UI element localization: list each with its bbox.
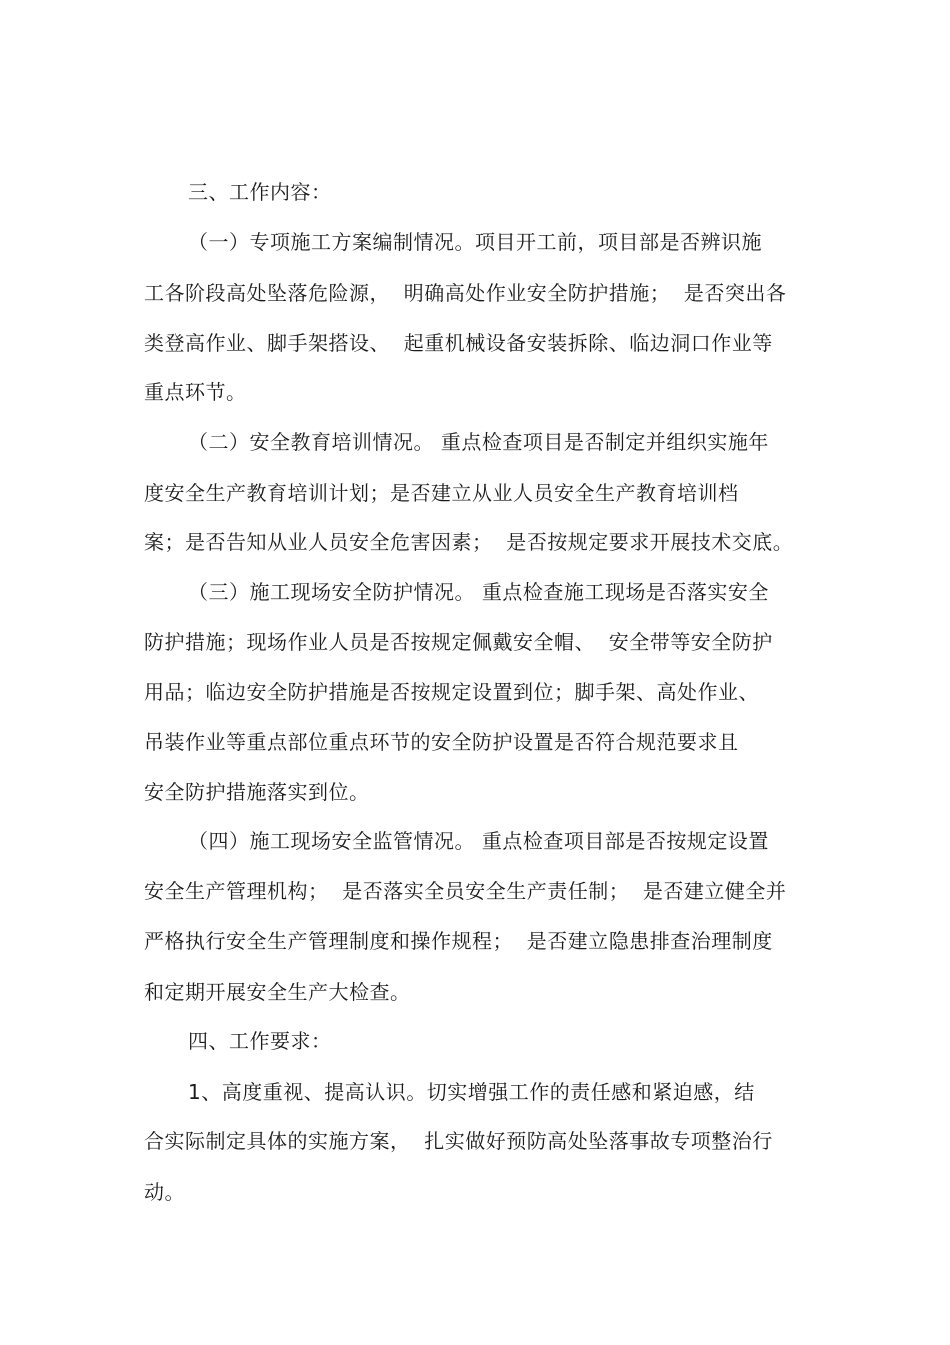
paragraph-line: 案；是否告知从业人员安全危害因素； 是否按规定要求开展技术交底。 — [144, 530, 794, 554]
paragraph-line: 工各阶段高处坠落危险源， 明确高处作业安全防护措施； 是否突出各 — [144, 281, 787, 305]
paragraph-line: 防护措施；现场作业人员是否按规定佩戴安全帽、 安全带等安全防护 — [144, 630, 773, 654]
paragraph-line: （一）专项施工方案编制情况。项目开工前，项目部是否辨识施 — [188, 230, 762, 254]
paragraph-line: 1、高度重视、提高认识。切实增强工作的责任感和紧迫感，结 — [188, 1080, 755, 1104]
paragraph-line: 类登高作业、脚手架搭设、 起重机械设备安装拆除、临边洞口作业等 — [144, 331, 773, 355]
paragraph-line: （四）施工现场安全监管情况。 重点检查项目部是否按规定设置 — [188, 829, 769, 853]
paragraph-line: 度安全生产教育培训计划；是否建立从业人员安全生产教育培训档 — [144, 481, 739, 505]
paragraph-line: 严格执行安全生产管理制度和操作规程； 是否建立隐患排查治理制度 — [144, 929, 773, 953]
paragraph-line: 用品；临边安全防护措施是否按规定设置到位；脚手架、高处作业、 — [144, 680, 759, 704]
paragraph-line: 动。 — [144, 1180, 185, 1204]
paragraph-line: 合实际制定具体的实施方案， 扎实做好预防高处坠落事故专项整治行 — [144, 1129, 773, 1153]
section-heading-work-requirements: 四、工作要求： — [188, 1029, 332, 1053]
paragraph-line: （三）施工现场安全防护情况。 重点检查施工现场是否落实安全 — [188, 580, 769, 604]
paragraph-line: 吊装作业等重点部位重点环节的安全防护设置是否符合规范要求且 — [144, 730, 739, 754]
section-heading-work-content: 三、工作内容： — [188, 180, 332, 204]
paragraph-line: 安全生产管理机构； 是否落实全员安全生产责任制； 是否建立健全并 — [144, 879, 787, 903]
paragraph-line: 和定期开展安全生产大检查。 — [144, 980, 411, 1004]
paragraph-line: 安全防护措施落实到位。 — [144, 780, 370, 804]
paragraph-line: （二）安全教育培训情况。 重点检查项目是否制定并组织实施年 — [188, 430, 769, 454]
paragraph-line: 重点环节。 — [144, 380, 247, 404]
